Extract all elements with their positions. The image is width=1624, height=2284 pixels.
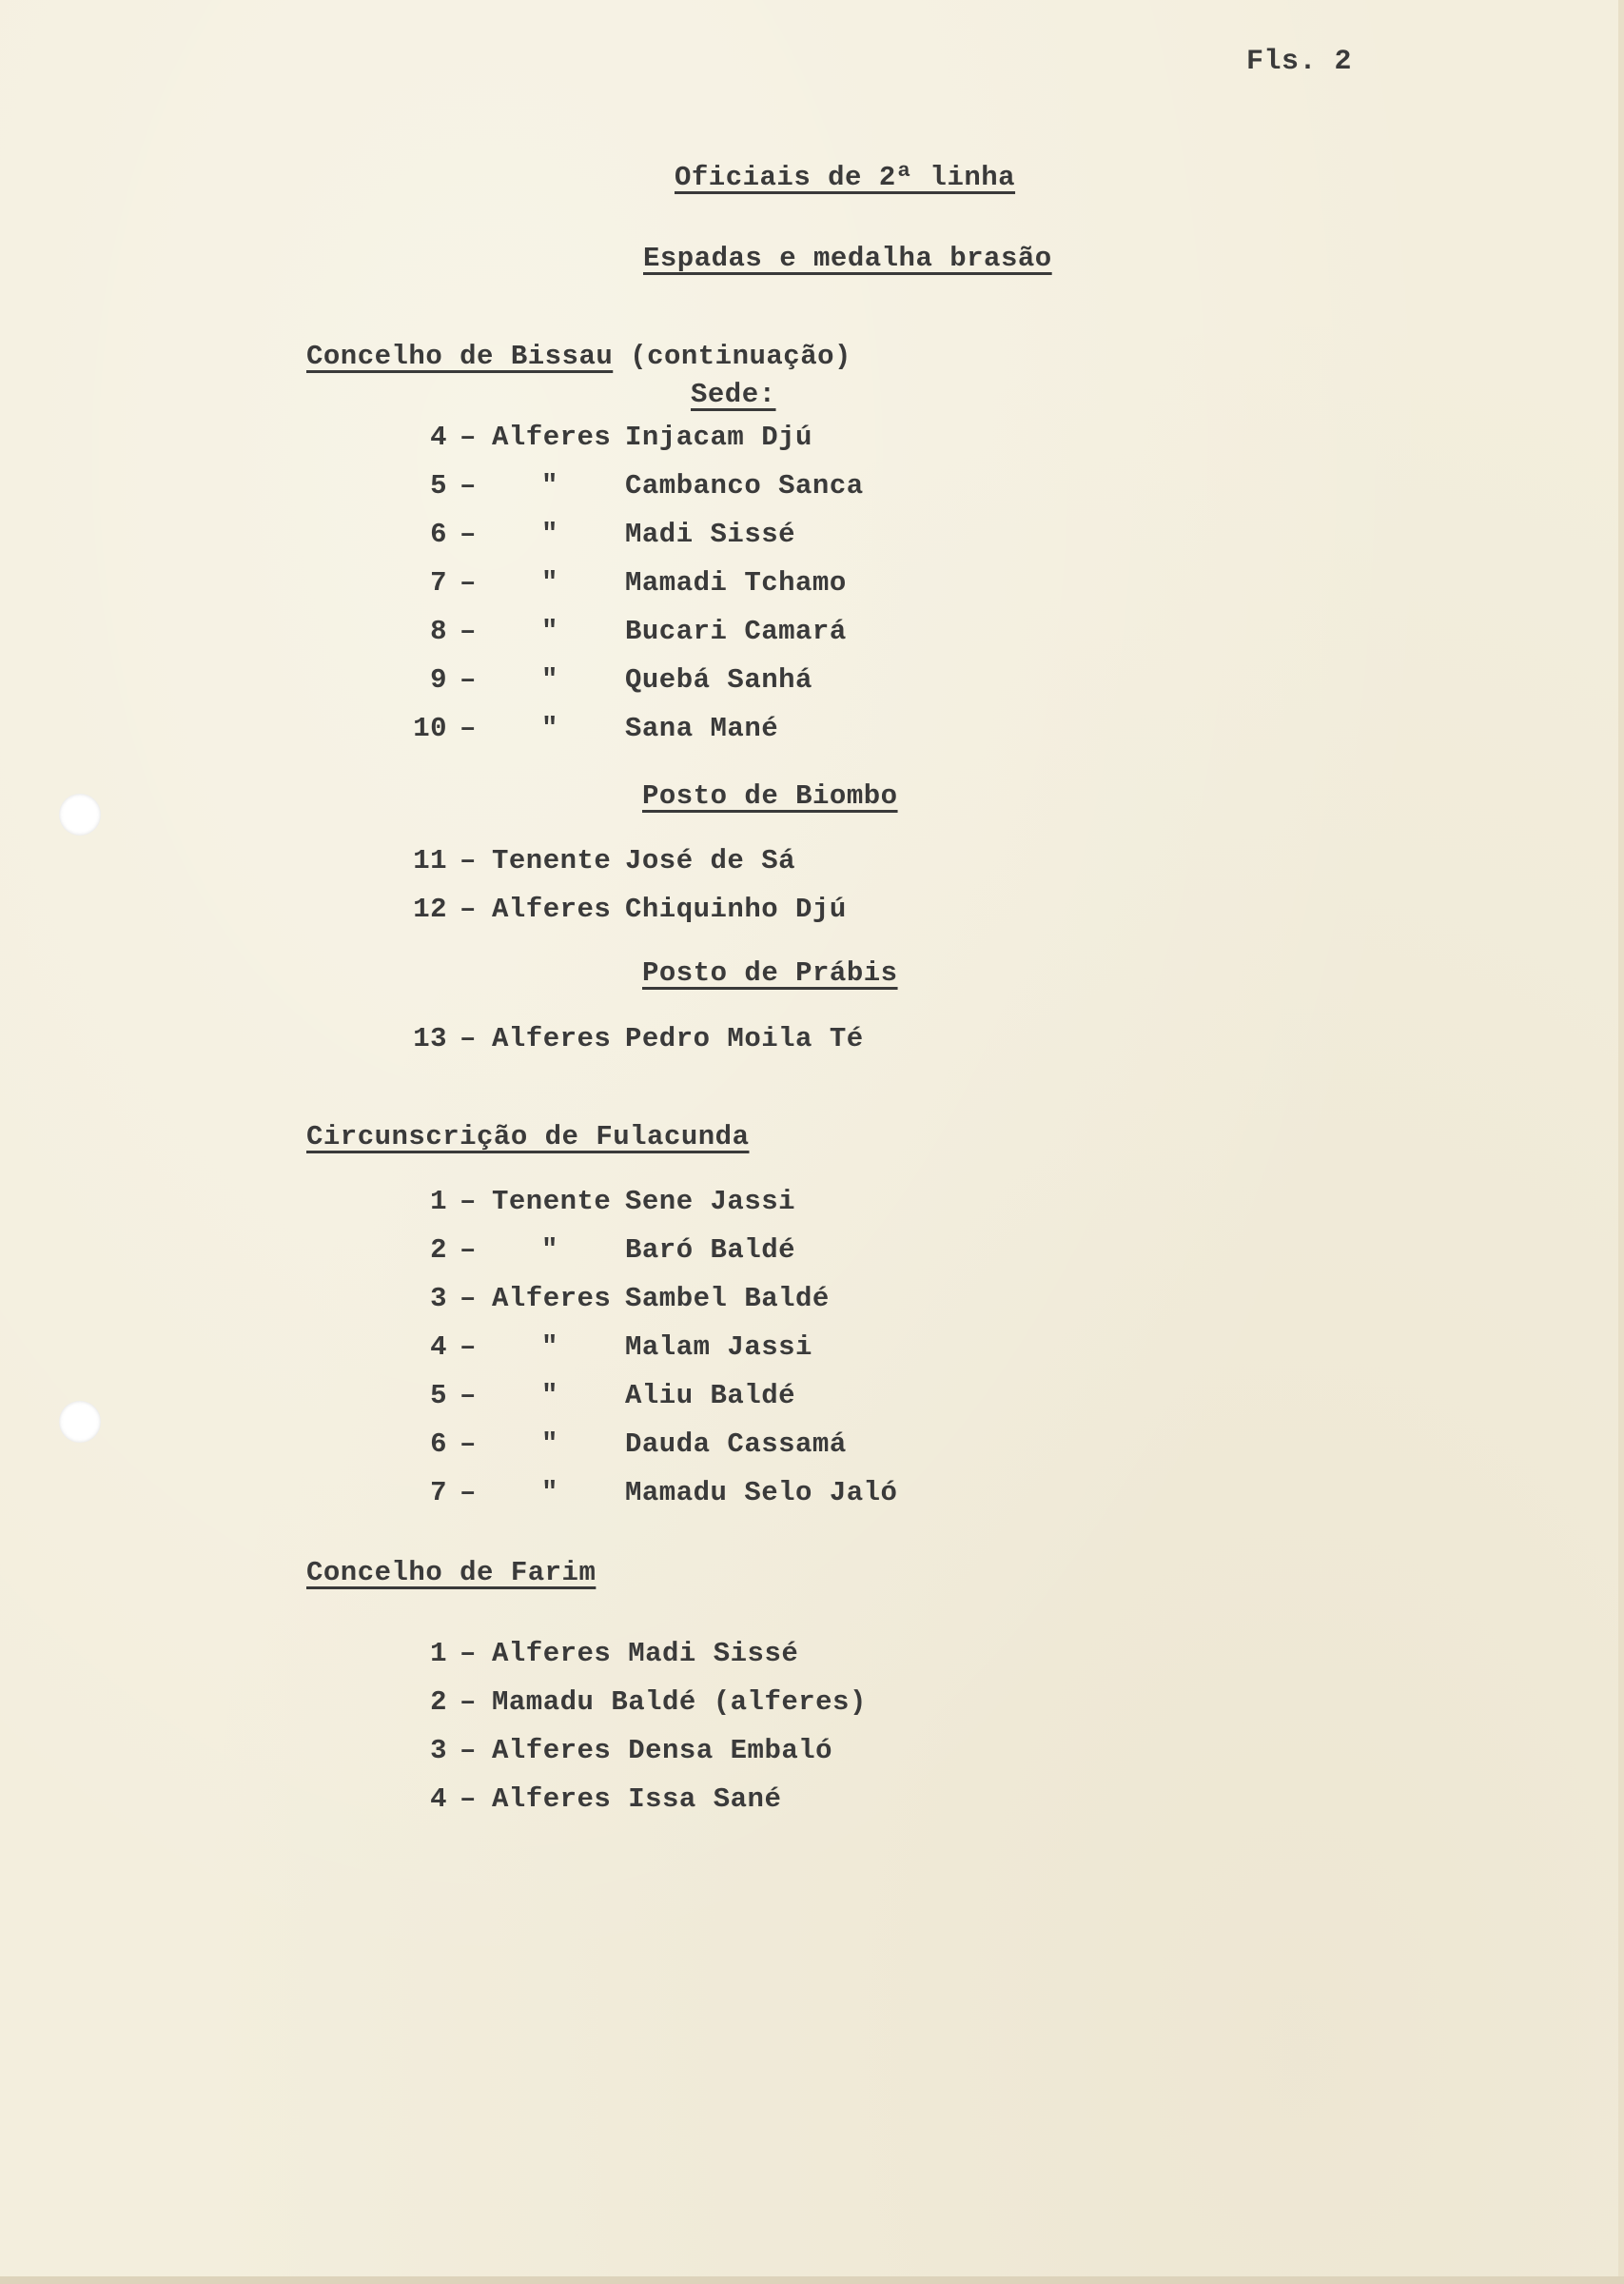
group-subtitle: Posto de Prábis [642, 957, 898, 989]
entry-rank: " [541, 1428, 558, 1460]
entry-number: 1 [430, 1186, 447, 1217]
entry-dash: – [460, 1638, 477, 1669]
entry-rank: Alferes [492, 1283, 612, 1314]
section-title: Circunscrição de Fulacunda [306, 1121, 750, 1152]
entry-rank: Tenente [492, 845, 612, 876]
entry-name: Mamadi Tchamo [625, 567, 847, 599]
entry-name: Quebá Sanhá [625, 664, 812, 696]
entry-dash: – [460, 1783, 477, 1815]
section-title-suffix: (continuação) [630, 341, 851, 372]
entry-number: 8 [430, 616, 447, 647]
section-title [306, 341, 851, 372]
entry-rank: Alferes [492, 894, 612, 925]
entry-number: 5 [430, 1380, 447, 1411]
section-title-text: Concelho de Bissau [306, 341, 614, 372]
entry-name: Sana Mané [625, 713, 779, 744]
entry-rank: " [541, 567, 558, 599]
entry-rank: " [541, 1477, 558, 1508]
document-heading: Oficiais de 2ª linha [675, 162, 1016, 193]
entry-rank: " [541, 664, 558, 696]
document-subheading: Espadas e medalha brasão [643, 243, 1052, 274]
entry-rank: Tenente [492, 1186, 612, 1217]
entry-dash: – [460, 567, 477, 599]
paper-edge [1618, 0, 1624, 2284]
entry-number: 12 [413, 894, 447, 925]
entry-dash: – [460, 1023, 477, 1054]
entry-name: Malam Jassi [625, 1331, 812, 1363]
entry-dash: – [460, 713, 477, 744]
entry-name: Cambanco Sanca [625, 470, 864, 502]
entry-number: 4 [430, 1783, 447, 1815]
entry-text: Alferes Densa Embaló [492, 1735, 833, 1766]
entry-number: 4 [430, 422, 447, 453]
entry-text: Alferes Madi Sissé [492, 1638, 799, 1669]
entry-number: 11 [413, 845, 447, 876]
entry-number: 7 [430, 567, 447, 599]
entry-name: Mamadu Selo Jaló [625, 1477, 898, 1508]
entry-number: 6 [430, 519, 447, 550]
entry-number: 7 [430, 1477, 447, 1508]
entry-dash: – [460, 894, 477, 925]
entry-dash: – [460, 1477, 477, 1508]
entry-number: 1 [430, 1638, 447, 1669]
entry-dash: – [460, 845, 477, 876]
entry-number: 3 [430, 1283, 447, 1314]
entry-name: José de Sá [625, 845, 796, 876]
entry-dash: – [460, 1735, 477, 1766]
entry-name: Bucari Camará [625, 616, 847, 647]
entry-text: Mamadu Baldé (alferes) [492, 1686, 867, 1718]
entry-number: 3 [430, 1735, 447, 1766]
entry-rank: " [541, 713, 558, 744]
entry-dash: – [460, 1428, 477, 1460]
entry-name: Dauda Cassamá [625, 1428, 847, 1460]
entry-number: 6 [430, 1428, 447, 1460]
punch-hole [59, 794, 101, 836]
entry-number: 4 [430, 1331, 447, 1363]
entry-rank: " [541, 1331, 558, 1363]
paper-edge [0, 2276, 1624, 2284]
entry-number: 2 [430, 1234, 447, 1266]
entry-name: Sambel Baldé [625, 1283, 830, 1314]
entry-number: 5 [430, 470, 447, 502]
entry-dash: – [460, 470, 477, 502]
entry-name: Pedro Moila Té [625, 1023, 864, 1054]
entry-name: Chiquinho Djú [625, 894, 847, 925]
entry-text: Alferes Issa Sané [492, 1783, 782, 1815]
entry-dash: – [460, 519, 477, 550]
entry-dash: – [460, 1331, 477, 1363]
entry-number: 10 [413, 713, 447, 744]
entry-rank: " [541, 470, 558, 502]
entry-number: 13 [413, 1023, 447, 1054]
entry-dash: – [460, 1186, 477, 1217]
group-subtitle: Posto de Biombo [642, 780, 898, 812]
entry-rank: Alferes [492, 422, 612, 453]
entry-rank: Alferes [492, 1023, 612, 1054]
entry-name: Sene Jassi [625, 1186, 796, 1217]
entry-dash: – [460, 664, 477, 696]
entry-name: Aliu Baldé [625, 1380, 796, 1411]
entry-rank: " [541, 1380, 558, 1411]
entry-name: Baró Baldé [625, 1234, 796, 1266]
entry-number: 2 [430, 1686, 447, 1718]
entry-dash: – [460, 1686, 477, 1718]
entry-dash: – [460, 616, 477, 647]
entry-dash: – [460, 422, 477, 453]
entry-name: Injacam Djú [625, 422, 812, 453]
entry-number: 9 [430, 664, 447, 696]
entry-dash: – [460, 1283, 477, 1314]
section-title: Concelho de Farim [306, 1557, 597, 1588]
entry-rank: " [541, 1234, 558, 1266]
entry-dash: – [460, 1234, 477, 1266]
page-number: Fls. 2 [1246, 46, 1353, 78]
entry-rank: " [541, 616, 558, 647]
entry-rank: " [541, 519, 558, 550]
punch-hole [59, 1401, 101, 1443]
entry-name: Madi Sissé [625, 519, 796, 550]
entry-dash: – [460, 1380, 477, 1411]
group-subtitle: Sede: [691, 379, 776, 410]
